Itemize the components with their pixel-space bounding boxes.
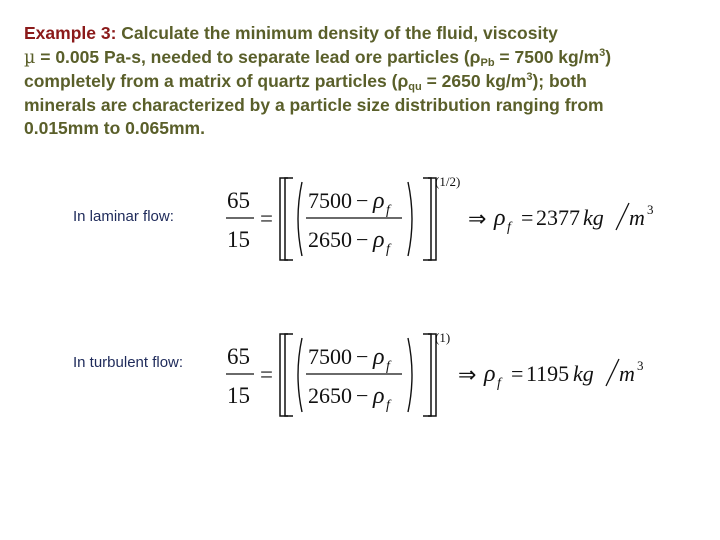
denominator-minus: − [356, 227, 369, 252]
unit-m: m [619, 361, 635, 386]
denominator-rho: ρ [373, 227, 385, 253]
problem-line-1 [24, 22, 704, 46]
numerator-minus: − [356, 344, 369, 369]
rho-symbol: ρ [469, 46, 481, 67]
outer-left-bracket-inner [285, 178, 293, 260]
problem-statement [24, 22, 704, 141]
problem-line-3 [24, 70, 704, 94]
problem-text: ) [605, 46, 612, 67]
outer-right-bracket-inner [428, 178, 436, 260]
turbulent-equation [222, 326, 692, 422]
outer-left-bracket [280, 334, 288, 416]
unit-exponent: 3 [647, 202, 654, 217]
problem-line-2 [24, 46, 704, 71]
denominator-minus: − [356, 383, 369, 408]
turbulent-flow-label: In turbulent flow: [73, 354, 184, 371]
problem-text: = 2650 kg/m [421, 71, 527, 91]
unit-m: m [629, 205, 645, 230]
result-rho: ρ [484, 361, 496, 387]
outer-right-bracket [423, 334, 431, 416]
unit-exponent: 3 [637, 358, 644, 373]
outer-left-bracket [280, 178, 288, 260]
left-paren [298, 182, 302, 256]
viscosity-symbol: µ [24, 47, 36, 68]
result-sub-f: f [507, 220, 511, 235]
lhs-numerator: 65 [227, 344, 250, 369]
result-equals: = [511, 361, 524, 386]
laminar-equation [222, 170, 692, 266]
implies-arrow: ⇒ [468, 206, 487, 231]
result-value: 2377 [536, 205, 580, 230]
denominator-constant: 2650 [308, 383, 352, 408]
denominator-constant: 2650 [308, 227, 352, 252]
unit-kg: kg [583, 205, 604, 230]
lhs-denominator: 15 [227, 227, 250, 252]
unit-slash [606, 359, 619, 386]
example-label: Example 3: [24, 23, 117, 43]
problem-text: Calculate the minimum density of the fluid, viscosity [116, 23, 558, 43]
numerator-rho: ρ [373, 188, 385, 214]
outer-left-bracket-inner [285, 334, 293, 416]
cubed-superscript: 3 [526, 71, 533, 83]
denominator-sub-f: f [386, 398, 390, 413]
problem-line-4: minerals are characterized by a particle size distribution ranging from [24, 94, 604, 115]
denominator-sub-f: f [386, 242, 390, 257]
equals-sign: = [260, 206, 273, 231]
numerator-sub-f: f [386, 203, 390, 218]
qu-subscript: qu [408, 81, 422, 93]
problem-text: = 0.005 Pa-s, needed to separate lead ore particles ( [35, 46, 470, 67]
outer-right-bracket-inner [428, 334, 436, 416]
numerator-constant: 7500 [308, 188, 352, 213]
exponent: (1) [435, 330, 451, 345]
result-equals: = [521, 205, 534, 230]
cubed-superscript: 3 [599, 46, 606, 59]
implies-arrow: ⇒ [458, 362, 477, 387]
left-paren [298, 338, 302, 412]
result-value: 1195 [526, 361, 570, 386]
unit-kg: kg [573, 361, 594, 386]
problem-text: = 7500 kg/m [494, 46, 600, 67]
numerator-minus: − [356, 188, 369, 213]
numerator-rho: ρ [373, 344, 385, 370]
outer-right-bracket [423, 178, 431, 260]
numerator-sub-f: f [386, 359, 390, 374]
right-paren [408, 182, 412, 256]
problem-line-5: 0.015mm to 0.065mm. [24, 118, 205, 138]
lhs-denominator: 15 [227, 383, 250, 408]
equals-sign: = [260, 362, 273, 387]
result-sub-f: f [497, 376, 501, 391]
denominator-rho: ρ [373, 383, 385, 409]
right-paren [408, 338, 412, 412]
problem-text: completely from a matrix of quartz particles ( [24, 71, 398, 91]
exponent: (1/2) [435, 174, 461, 189]
unit-slash [616, 203, 629, 230]
pb-subscript: Pb [480, 56, 495, 69]
laminar-flow-label: In laminar flow: [73, 208, 174, 225]
problem-text: ); both [532, 71, 587, 91]
lhs-numerator: 65 [227, 188, 250, 213]
result-rho: ρ [494, 205, 506, 231]
rho-symbol: ρ [397, 71, 409, 91]
numerator-constant: 7500 [308, 344, 352, 369]
